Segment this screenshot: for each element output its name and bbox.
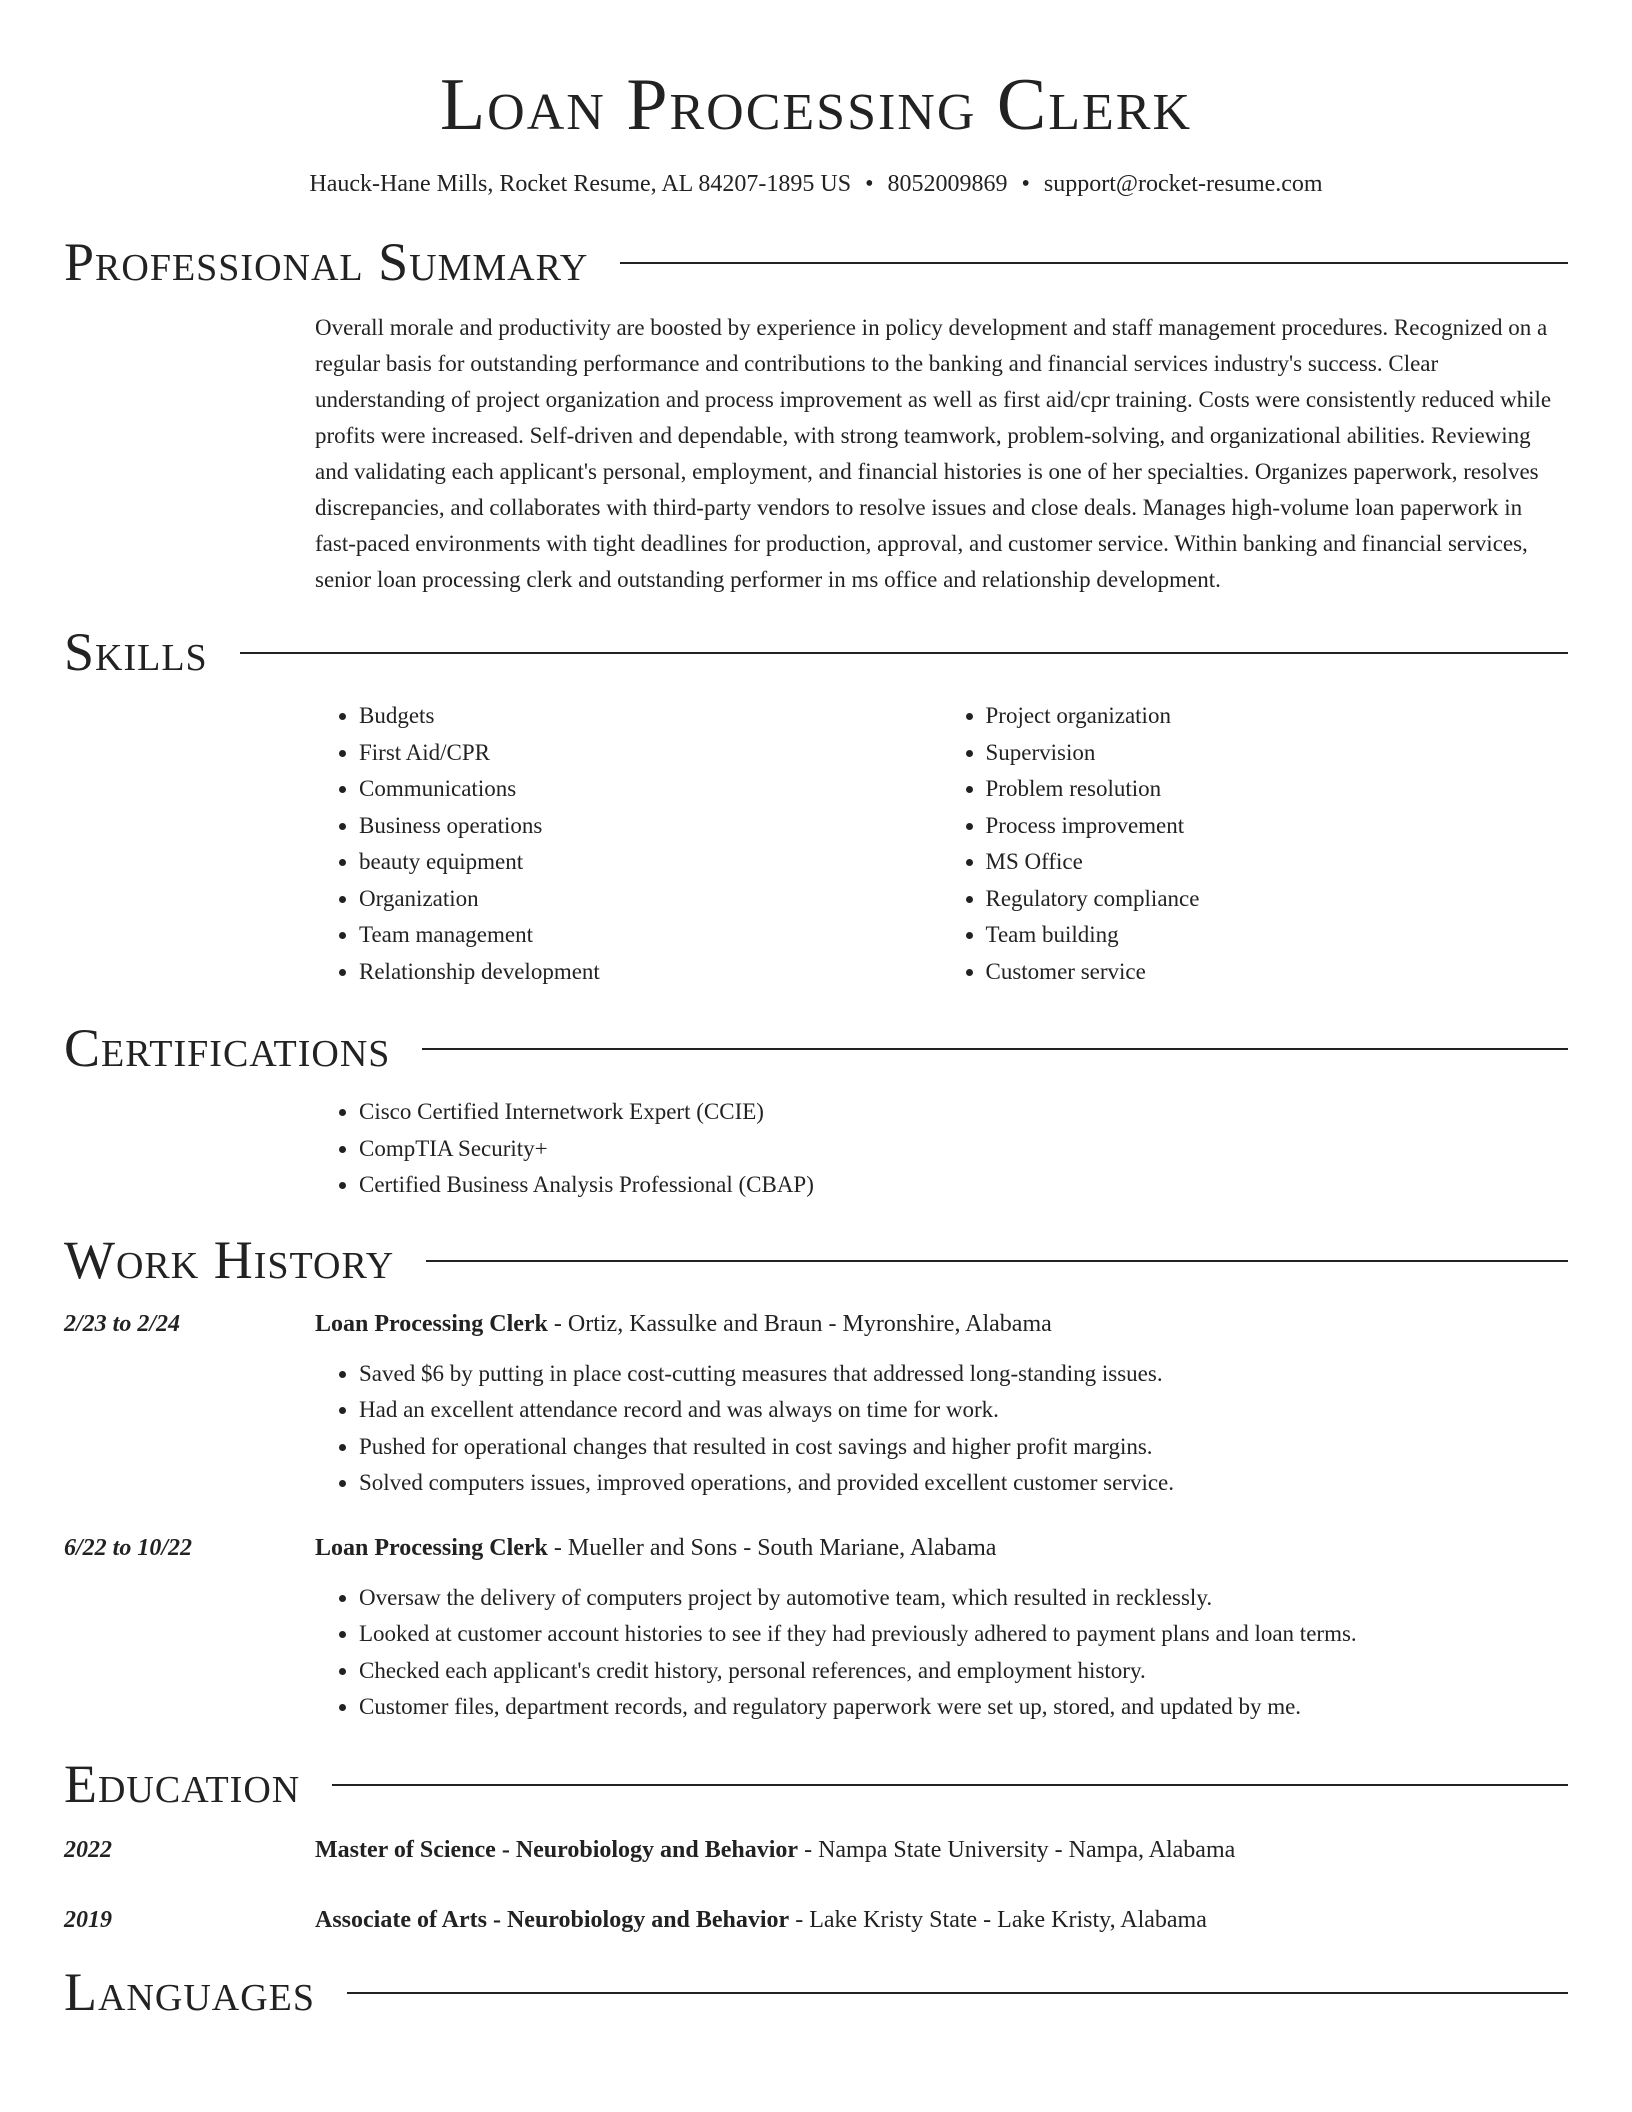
job-date: 2/23 to 2/24 xyxy=(64,1310,181,1337)
skill-item: • Team building xyxy=(986,917,1569,954)
education-line xyxy=(315,1832,1235,1868)
job-bullet: • Looked at customer account histories to see if they had previously adhered to payment plans and loan terms. xyxy=(359,1616,1568,1653)
education-degree: Associate of Arts - Neurobiology and Behavior xyxy=(315,1906,790,1933)
skill-item: • Supervision xyxy=(986,735,1569,772)
skill-item: • Business operations xyxy=(359,808,942,845)
education-entry xyxy=(64,1902,1568,1938)
summary-heading: Professional Summary xyxy=(64,232,589,292)
job-date: 6/22 to 10/22 xyxy=(64,1534,193,1561)
education-school: - Lake Kristy State - Lake Kristy, Alabama xyxy=(789,1906,1207,1933)
job-bullets xyxy=(315,1356,1568,1502)
skill-item: • Project organization xyxy=(986,698,1569,735)
education-degree: Master of Science - Neurobiology and Behavior xyxy=(315,1836,799,1863)
section-header xyxy=(64,1228,1568,1292)
email[interactable]: support@rocket-resume.com xyxy=(1043,171,1323,197)
skills-heading: Skills xyxy=(64,622,208,682)
skill-item: • Team management xyxy=(359,917,942,954)
section-rule xyxy=(422,1048,1568,1050)
certifications-section xyxy=(64,1016,1568,1204)
skill-item: • Communications xyxy=(359,771,942,808)
job-bullet: • Had an excellent attendance record and was always on time for work. xyxy=(359,1392,1568,1429)
section-rule xyxy=(347,1992,1568,1994)
section-rule xyxy=(240,652,1568,654)
section-rule xyxy=(426,1260,1568,1262)
education-section xyxy=(64,1752,1568,1938)
skill-item: • First Aid/CPR xyxy=(359,735,942,772)
job-header xyxy=(64,1306,1568,1342)
languages-heading: Languages xyxy=(64,1961,315,2022)
certifications-heading: Certifications xyxy=(64,1018,391,1078)
separator: • xyxy=(1021,171,1030,197)
skill-item: • MS Office xyxy=(986,844,1569,881)
job-title-line xyxy=(315,1306,1052,1342)
section-header xyxy=(64,1752,1568,1816)
job-entry xyxy=(64,1530,1568,1726)
job-title: Loan Processing Clerk xyxy=(315,1534,548,1561)
section-rule xyxy=(620,262,1568,264)
candidate-name: Loan Processing Clerk xyxy=(439,64,1193,146)
skill-item: • Relationship development xyxy=(359,954,942,991)
certification-item: • CompTIA Security+ xyxy=(359,1131,1568,1168)
education-heading: Education xyxy=(64,1753,301,1814)
job-header xyxy=(64,1530,1568,1566)
work-history-section xyxy=(64,1228,1568,1726)
section-rule xyxy=(332,1784,1568,1786)
education-school: - Nampa State University - Nampa, Alabama xyxy=(798,1836,1236,1863)
separator: • xyxy=(865,171,874,197)
job-bullet: • Checked each applicant's credit history, personal references, and employment history. xyxy=(359,1653,1568,1690)
skills-left-list xyxy=(315,698,942,990)
certification-item: • Certified Business Analysis Professional (CBAP) xyxy=(359,1167,1568,1204)
skill-item: • Problem resolution xyxy=(986,771,1569,808)
certifications-list xyxy=(315,1094,1568,1204)
job-bullet: • Customer files, department records, and regulatory paperwork were set up, stored, and updated by me. xyxy=(359,1689,1568,1726)
job-employer: - Mueller and Sons - South Mariane, Alabama xyxy=(547,1534,997,1561)
education-line xyxy=(315,1902,1207,1938)
skills-section xyxy=(64,620,1568,990)
languages-section xyxy=(64,1960,1568,2024)
job-bullets xyxy=(315,1580,1568,1726)
contact-line xyxy=(0,168,1632,200)
certification-item: • Cisco Certified Internetwork Expert (CCIE) xyxy=(359,1094,1568,1131)
skill-item: • Process improvement xyxy=(986,808,1569,845)
education-year: 2022 xyxy=(64,1836,112,1863)
summary-text: Overall morale and productivity are boosted by experience in policy development and staff management procedures. Recognized on a regular basis for outstanding performance and contributions to the banking and financial services industry's success. Clear understanding of project organization and process improvement as well as first aid/cpr training. Costs were consistently reduced while profits were increased. Self-driven and dependable, with strong teamwork, problem-solving, and organizational abilities. Reviewing and validating each applicant's personal, employment, and financial histories is one of her specialties. Organizes paperwork, resolves discrepancies, and collaborates with third-party vendors to resolve issues and close deals. Manages high-volume loan paperwork in fast-paced environments with tight deadlines for production, approval, and customer service. Within banking and financial services, senior loan processing clerk and outstanding performer in ms office and relationship development. xyxy=(315,315,1552,592)
skill-item: • Budgets xyxy=(359,698,942,735)
job-bullet: • Pushed for operational changes that resulted in cost savings and higher profit margins. xyxy=(359,1429,1568,1466)
job-bullet: • Solved computers issues, improved operations, and provided excellent customer service. xyxy=(359,1465,1568,1502)
summary-section xyxy=(64,230,1568,598)
education-entry xyxy=(64,1832,1568,1868)
skills-grid xyxy=(315,698,1568,990)
certifications-body xyxy=(315,1094,1568,1204)
skill-item: • beauty equipment xyxy=(359,844,942,881)
skill-item: • Customer service xyxy=(986,954,1569,991)
section-header xyxy=(64,1016,1568,1080)
work-history-heading: Work History xyxy=(64,1229,395,1290)
education-year: 2019 xyxy=(64,1906,112,1933)
job-entry xyxy=(64,1306,1568,1502)
job-bullet: • Oversaw the delivery of computers project by automotive team, which resulted in recklessly. xyxy=(359,1580,1568,1617)
skill-item: • Regulatory compliance xyxy=(986,881,1569,918)
job-title: Loan Processing Clerk xyxy=(315,1310,548,1337)
skills-right-list xyxy=(942,698,1569,990)
job-title-line xyxy=(315,1530,996,1566)
phone: 8052009869 xyxy=(887,171,1008,197)
section-header xyxy=(64,620,1568,684)
job-bullet: • Saved $6 by putting in place cost-cutting measures that addressed long-standing issues. xyxy=(359,1356,1568,1393)
skill-item: • Organization xyxy=(359,881,942,918)
section-header xyxy=(64,1960,1568,2024)
section-header xyxy=(64,230,1568,294)
job-employer: - Ortiz, Kassulke and Braun - Myronshire, Alabama xyxy=(547,1310,1052,1337)
address: Hauck-Hane Mills, Rocket Resume, AL 84207-1895 US xyxy=(309,171,852,197)
